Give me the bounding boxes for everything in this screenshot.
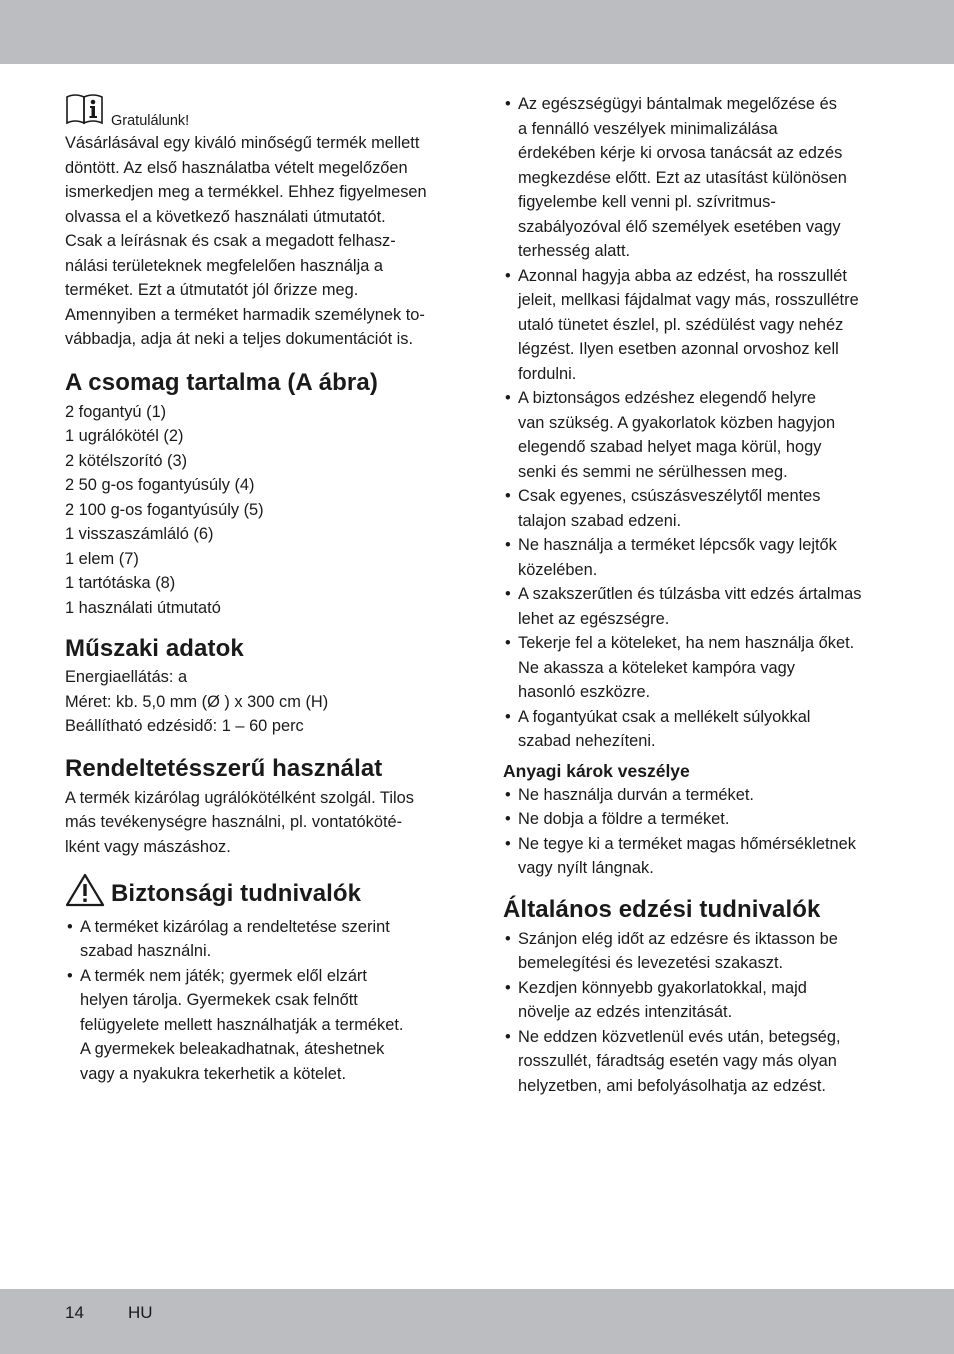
- list-item-line: közelében.: [518, 560, 598, 579]
- list-item-line: helyzetben, ami befolyásolhatja az edzést.: [518, 1076, 826, 1095]
- contents-item: 1 használati útmutató: [65, 598, 221, 617]
- specs-list: [65, 665, 457, 739]
- left-column: [65, 92, 457, 1086]
- list-item-line: • Ne tegye ki a terméket magas hőmérsékletnek: [518, 834, 856, 853]
- list-item: [503, 807, 895, 832]
- list-item-line: a fennálló veszélyek minimalizálása: [518, 119, 778, 138]
- intended-use-heading: Rendeltetésszerű használat: [65, 754, 383, 782]
- contents-list: [65, 400, 457, 621]
- list-item: [503, 533, 895, 582]
- intro-line: vábbadja, adja át neki a teljes dokumentációt is.: [65, 330, 414, 348]
- list-item: [503, 705, 895, 754]
- contents-item: 2 100 g-os fogantyúsúly (5): [65, 500, 264, 519]
- list-item-line: • Ne eddzen közvetlenül evés után, betegség,: [518, 1027, 841, 1046]
- list-item-line: van szükség. A gyakorlatok közben hagyjon: [518, 413, 836, 432]
- list-item: [503, 386, 895, 484]
- list-item-line: felügyelete mellett használhatják a terméket.: [80, 1015, 404, 1034]
- list-item: [503, 832, 895, 881]
- contents-item: 2 kötélszorító (3): [65, 451, 188, 470]
- list-item-line: • A termék nem játék; gyermek elől elzárt: [80, 966, 367, 985]
- intended-use-line: más tevékenységre használni, pl. vontatóköté-: [65, 813, 403, 831]
- list-item-line: elegendő szabad helyet maga körül, hogy: [518, 438, 822, 456]
- list-item-line: fordulni.: [518, 364, 577, 383]
- contents-item: 2 fogantyú (1): [65, 402, 167, 421]
- header-band: [0, 0, 954, 64]
- intended-use-line: lként vagy mászáshoz.: [65, 837, 231, 856]
- intro-line: Amennyiben a terméket harmadik személynek to-: [65, 305, 425, 324]
- list-item: [503, 631, 895, 705]
- list-item-line: hasonló eszközre.: [518, 683, 651, 701]
- list-item-line: • Ne dobja a földre a terméket.: [518, 810, 730, 828]
- list-item-line: • Csak egyenes, csúszásveszélytől mentes: [518, 487, 821, 505]
- list-item-line: Ne akassza a köteleket kampóra vagy: [518, 658, 795, 677]
- list-item-line: • Kezdjen könnyebb gyakorlatokkal, majd: [518, 978, 807, 997]
- spec-line: Beállítható edzésidő: 1 – 60 perc: [65, 717, 304, 735]
- safety-heading: Biztonsági tudnivalók: [111, 879, 362, 907]
- list-item-line: • Azonnal hagyja abba az edzést, ha rosszullét: [518, 266, 847, 285]
- intended-use-text: [65, 786, 457, 860]
- contents-item: 1 ugrálókötél (2): [65, 427, 184, 445]
- list-item-line: • A fogantyúkat csak a mellékelt súlyokkal: [518, 707, 811, 726]
- list-item-line: • Ne használja a terméket lépcsők vagy lejtők: [518, 536, 837, 554]
- list-item-line: terhesség alatt.: [518, 242, 631, 260]
- list-item-line: • Ne használja durván a terméket.: [518, 785, 754, 804]
- list-item-line: szabályozóval élő személyek esetében vagy: [518, 217, 841, 236]
- list-item: [503, 582, 895, 631]
- list-item: [503, 783, 895, 808]
- list-item-line: megkezdése előtt. Ezt az utasítást különösen: [518, 168, 847, 187]
- right-column: [503, 92, 895, 1098]
- list-item-line: • Tekerje fel a köteleket, ha nem használja őket.: [518, 634, 855, 652]
- intended-use-line: A termék kizárólag ugrálókötélként szolgál. Tilos: [65, 788, 414, 807]
- intro-line: Csak a leírásnak és csak a megadott felhasz-: [65, 232, 396, 250]
- intro-line: döntött. Az első használatba vételt megelőzően: [65, 158, 408, 177]
- intro-line: nálási területeknek megfelelően használja a: [65, 256, 384, 275]
- contents-item: 1 tartótáska (8): [65, 574, 176, 592]
- list-item-line: vagy nyílt lángnak.: [518, 859, 654, 877]
- warning-triangle-icon: [65, 873, 105, 915]
- specs-heading: Műszaki adatok: [65, 635, 244, 662]
- contents-item: 2 50 g-os fogantyúsúly (4): [65, 476, 255, 494]
- spec-line: Energiaellátás: a: [65, 668, 188, 686]
- intro-text: [65, 131, 457, 352]
- contents-item: 1 visszaszámláló (6): [65, 525, 214, 543]
- list-item-line: helyen tárolja. Gyermekek csak felnőtt: [80, 991, 358, 1009]
- list-item-line: rosszullét, fáradtság esetén vagy más olyan: [518, 1052, 837, 1070]
- list-item-line: • Szánjon elég időt az edzésre és iktasson be: [518, 929, 838, 948]
- intro-header: [65, 92, 457, 132]
- list-item-line: talajon szabad edzeni.: [518, 511, 682, 530]
- damage-list: [503, 783, 895, 881]
- list-item: [503, 976, 895, 1025]
- page-number: 14: [65, 1303, 84, 1322]
- list-item-line: szabad nehezíteni.: [518, 732, 656, 750]
- list-item: [503, 264, 895, 387]
- list-item-line: növelje az edzés intenzitását.: [518, 1003, 733, 1021]
- list-item-line: • A szakszerűtlen és túlzásba vitt edzés ártalmas: [518, 585, 862, 603]
- list-item: [503, 1025, 895, 1099]
- safety-list-left: [65, 915, 457, 1087]
- list-item-line: szabad használni.: [80, 942, 212, 960]
- safety-list-right: [503, 92, 895, 754]
- list-item: [503, 927, 895, 976]
- list-item-line: érdekében kérje ki orvosa tanácsát az edzés: [518, 144, 843, 162]
- intro-greeting: Gratulálunk!: [111, 113, 190, 129]
- list-item-line: A gyermekek beleakadhatnak, áteshetnek: [80, 1040, 385, 1058]
- list-item-line: jeleit, mellkasi fájdalmat vagy más, rosszullétre: [518, 291, 859, 309]
- info-book-icon: [65, 91, 105, 133]
- list-item-line: vagy a nyakukra tekerhetik a kötelet.: [80, 1064, 347, 1083]
- list-item-line: • A biztonságos edzéshez elegendő helyre: [518, 389, 816, 407]
- list-item-line: bemelegítési és levezetési szakaszt.: [518, 954, 784, 972]
- list-item: [65, 915, 457, 964]
- intro-line: ismerkedjen meg a termékkel. Ehhez figyelmesen: [65, 183, 427, 201]
- list-item-line: lehet az egészségre.: [518, 609, 670, 628]
- intro-line: Vásárlásával egy kiváló minőségű termék mellett: [65, 134, 420, 152]
- contents-heading: A csomag tartalma (A ábra): [65, 368, 378, 396]
- list-item-line: senki és semmi ne sérülhessen meg.: [518, 462, 788, 481]
- spec-line: Méret: kb. 5,0 mm (Ø ) x 300 cm (H): [65, 692, 329, 711]
- contents-item: 1 elem (7): [65, 549, 139, 568]
- list-item-line: • Az egészségügyi bántalmak megelőzése és: [518, 95, 837, 113]
- safety-header: [65, 873, 457, 915]
- list-item: [65, 964, 457, 1087]
- training-list: [503, 927, 895, 1099]
- intro-line: olvassa el a következő használati útmutatót.: [65, 207, 386, 226]
- language-code: HU: [128, 1303, 153, 1322]
- list-item: [503, 92, 895, 264]
- list-item-line: • A terméket kizárólag a rendeltetése szerint: [80, 917, 390, 936]
- list-item-line: légzést. Ilyen esetben azonnal orvoshoz kell: [518, 340, 839, 358]
- list-item: [503, 484, 895, 533]
- intro-line: terméket. Ezt a útmutatót jól őrizze meg.: [65, 281, 359, 299]
- training-heading: Általános edzési tudnivalók: [503, 895, 821, 923]
- list-item-line: utaló tünetet észlel, pl. szédülést vagy nehéz: [518, 315, 844, 334]
- damage-heading: Anyagi károk veszélye: [503, 760, 690, 781]
- list-item-line: figyelembe kell venni pl. szívritmus-: [518, 193, 776, 211]
